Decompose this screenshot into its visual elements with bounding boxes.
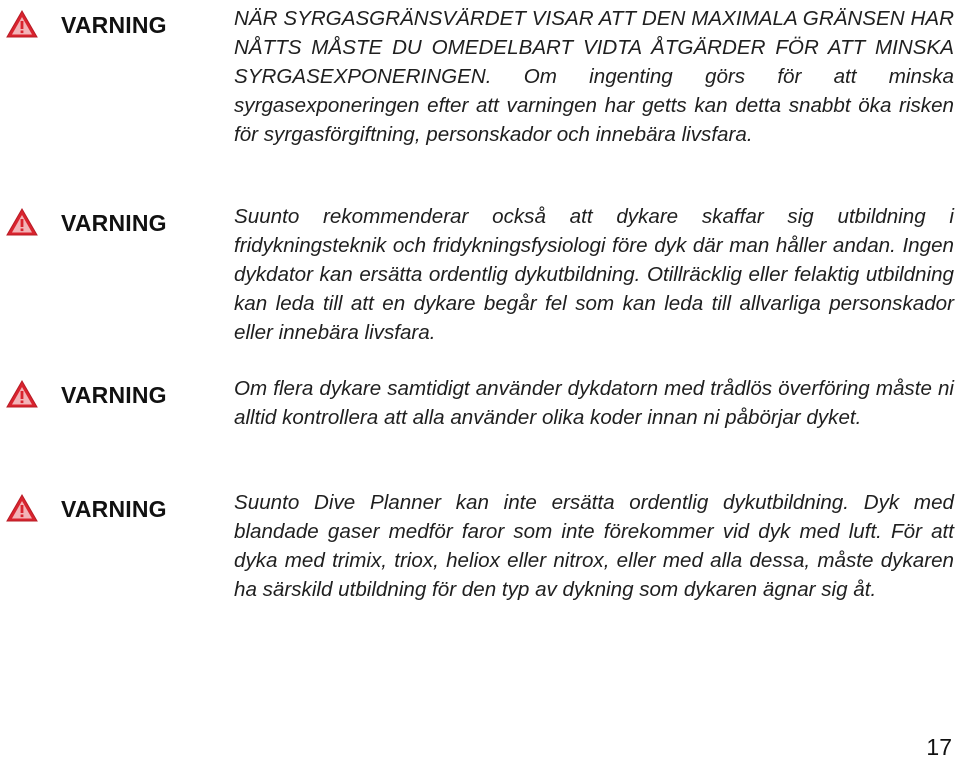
warning-label-group <box>6 6 226 42</box>
warning-triangle-icon <box>6 494 38 522</box>
warning-label-group <box>6 204 226 240</box>
warning-triangle-icon <box>6 380 38 408</box>
warning-label: VARNING <box>61 12 167 38</box>
warning-label: VARNING <box>61 496 167 522</box>
warning-label-group <box>6 376 226 412</box>
warning-label: VARNING <box>61 210 167 236</box>
warning-text: Suunto Dive Planner kan inte ersätta ordentlig dykutbildning. Dyk med blandade gaser medför faror som inte förekommer vid dyk med luft. För att dyka med trimix, triox, heliox eller nitrox, eller med alla dessa, måste dykaren ha särskild utbildning för den typ av dykning som dykaren ägnar sig åt. <box>234 491 954 601</box>
warning-triangle-icon <box>6 208 38 236</box>
warning-label-group <box>6 490 226 526</box>
warning-text: Om flera dykare samtidigt använder dykdatorn med trådlös överföring måste ni alltid kontrollera att alla använder olika koder innan ni påbörjar dyket. <box>234 377 954 429</box>
warning-text: Suunto rekommenderar också att dykare skaffar sig utbildning i fridykningsteknik och fridykningsfysiologi före dyk där man håller andan. Ingen dykdator kan ersätta ordentlig dykutbildning. Otillräcklig eller felaktig utbildning kan leda till att en dykare begår fel som kan leda till allvarliga personskador eller innebära livsfara. <box>234 205 954 344</box>
warning-triangle-icon <box>6 10 38 38</box>
page-number: 17 <box>926 734 952 760</box>
warning-label: VARNING <box>61 382 167 408</box>
warning-text: NÄR SYRGASGRÄNSVÄRDET VISAR ATT DEN MAXIMALA GRÄNSEN HAR NÅTTS MÅSTE DU OMEDELBART VIDTA ÅTGÄRDER FÖR ATT MINSKA SYRGASEXPONERINGEN. Om ingenting görs för att minska syrgasexponeringen efter att varningen har getts kan detta snabbt öka risken för syrgasförgiftning, personskador och innebära livsfara. <box>234 7 954 146</box>
